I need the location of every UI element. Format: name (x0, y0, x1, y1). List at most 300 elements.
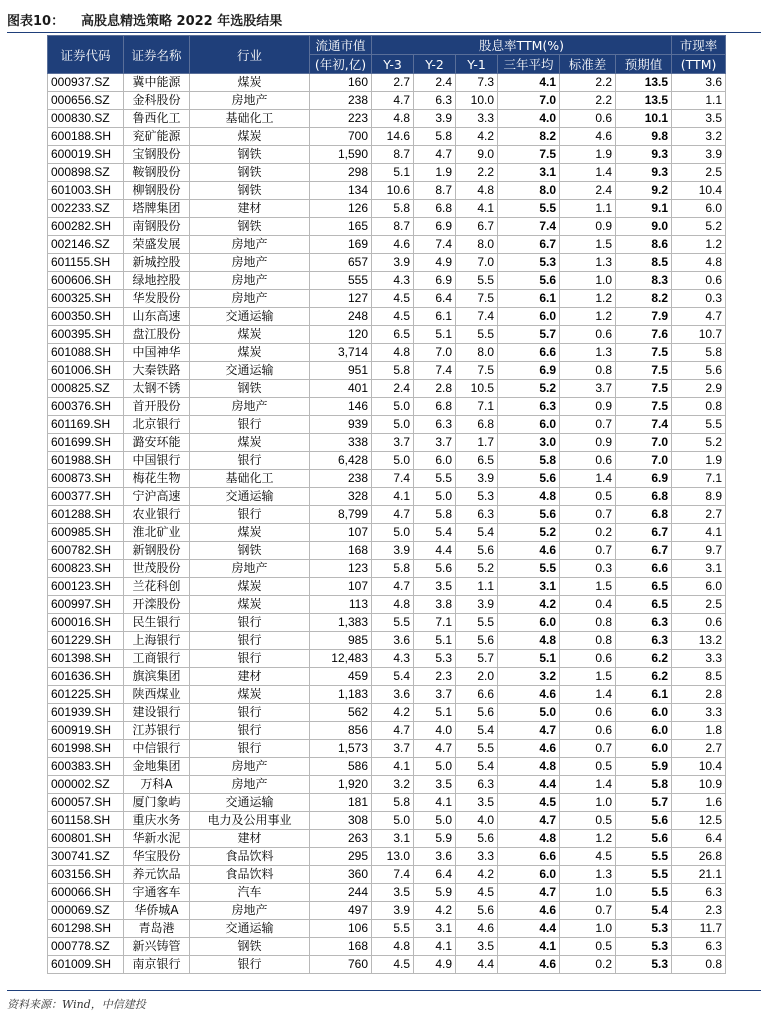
cell-y3: 4.8 (372, 344, 414, 362)
cell-code: 601699.SH (48, 434, 124, 452)
cell-std: 0.7 (560, 542, 616, 560)
cell-std: 1.5 (560, 236, 616, 254)
cell-code: 600066.SH (48, 884, 124, 902)
cell-avg3: 5.3 (498, 254, 560, 272)
cell-mktcap: 113 (310, 596, 372, 614)
cell-expected: 7.0 (616, 434, 672, 452)
cell-y1: 5.7 (456, 650, 498, 668)
cell-industry: 煤炭 (190, 434, 310, 452)
cell-name: 中信银行 (124, 740, 190, 758)
cell-mktcap: 555 (310, 272, 372, 290)
cell-pcf: 1.6 (672, 794, 726, 812)
cell-code: 601009.SH (48, 956, 124, 974)
cell-y3: 4.7 (372, 578, 414, 596)
cell-pcf: 2.5 (672, 164, 726, 182)
cell-pcf: 8.9 (672, 488, 726, 506)
cell-y1: 6.3 (456, 776, 498, 794)
cell-expected: 6.5 (616, 596, 672, 614)
cell-code: 600325.SH (48, 290, 124, 308)
cell-std: 1.5 (560, 578, 616, 596)
cell-industry: 房地产 (190, 272, 310, 290)
cell-mktcap: 360 (310, 866, 372, 884)
cell-y3: 5.8 (372, 362, 414, 380)
cell-pcf: 1.8 (672, 722, 726, 740)
cell-y3: 5.5 (372, 920, 414, 938)
cell-avg3: 5.6 (498, 506, 560, 524)
cell-y1: 5.4 (456, 722, 498, 740)
cell-expected: 8.2 (616, 290, 672, 308)
cell-pcf: 0.3 (672, 290, 726, 308)
cell-y2: 7.0 (414, 344, 456, 362)
cell-industry: 房地产 (190, 560, 310, 578)
cell-y3: 4.5 (372, 290, 414, 308)
cell-industry: 煤炭 (190, 578, 310, 596)
cell-mktcap: 160 (310, 74, 372, 92)
cell-y2: 4.7 (414, 146, 456, 164)
cell-mktcap: 238 (310, 470, 372, 488)
cell-pcf: 13.2 (672, 632, 726, 650)
cell-name: 冀中能源 (124, 74, 190, 92)
cell-expected: 7.6 (616, 326, 672, 344)
table-row (48, 668, 726, 686)
header-name: 证券名称 (124, 36, 190, 74)
table-row (48, 416, 726, 434)
table-row (48, 92, 726, 110)
cell-y3: 4.7 (372, 92, 414, 110)
cell-std: 1.4 (560, 164, 616, 182)
cell-mktcap: 295 (310, 848, 372, 866)
cell-pcf: 4.8 (672, 254, 726, 272)
cell-y1: 2.0 (456, 668, 498, 686)
cell-y3: 4.1 (372, 758, 414, 776)
table-row (48, 488, 726, 506)
cell-name: 新钢股份 (124, 542, 190, 560)
cell-code: 600985.SH (48, 524, 124, 542)
cell-code: 300741.SZ (48, 848, 124, 866)
cell-pcf: 2.8 (672, 686, 726, 704)
cell-pcf: 4.7 (672, 308, 726, 326)
cell-name: 兖矿能源 (124, 128, 190, 146)
cell-y2: 3.9 (414, 110, 456, 128)
cell-std: 0.6 (560, 722, 616, 740)
cell-mktcap: 106 (310, 920, 372, 938)
cell-pcf: 6.0 (672, 200, 726, 218)
cell-avg3: 3.2 (498, 668, 560, 686)
cell-code: 600801.SH (48, 830, 124, 848)
cell-name: 陕西煤业 (124, 686, 190, 704)
cell-avg3: 4.2 (498, 596, 560, 614)
cell-y3: 14.6 (372, 128, 414, 146)
cell-y1: 5.6 (456, 704, 498, 722)
cell-code: 601006.SH (48, 362, 124, 380)
cell-name: 中国神华 (124, 344, 190, 362)
cell-y2: 8.7 (414, 182, 456, 200)
cell-y3: 3.9 (372, 254, 414, 272)
cell-y2: 6.8 (414, 200, 456, 218)
header-y3: Y-3 (372, 55, 414, 74)
cell-pcf: 1.9 (672, 452, 726, 470)
cell-pcf: 0.6 (672, 614, 726, 632)
cell-expected: 7.5 (616, 398, 672, 416)
cell-pcf: 2.7 (672, 740, 726, 758)
cell-y1: 5.5 (456, 614, 498, 632)
cell-industry: 银行 (190, 506, 310, 524)
table-row (48, 938, 726, 956)
cell-y3: 4.7 (372, 506, 414, 524)
cell-y1: 7.3 (456, 74, 498, 92)
cell-industry: 交通运输 (190, 794, 310, 812)
cell-name: 梅花生物 (124, 470, 190, 488)
cell-expected: 6.0 (616, 740, 672, 758)
cell-y1: 7.0 (456, 254, 498, 272)
cell-std: 0.6 (560, 704, 616, 722)
cell-std: 0.7 (560, 740, 616, 758)
table-row (48, 866, 726, 884)
cell-avg3: 4.7 (498, 722, 560, 740)
cell-pcf: 9.7 (672, 542, 726, 560)
table-row (48, 776, 726, 794)
table-row (48, 254, 726, 272)
cell-mktcap: 107 (310, 578, 372, 596)
cell-y1: 4.6 (456, 920, 498, 938)
cell-pcf: 5.6 (672, 362, 726, 380)
cell-y2: 4.0 (414, 722, 456, 740)
cell-code: 600282.SH (48, 218, 124, 236)
cell-y2: 7.1 (414, 614, 456, 632)
cell-avg3: 6.0 (498, 614, 560, 632)
cell-name: 山东高速 (124, 308, 190, 326)
cell-name: 民生银行 (124, 614, 190, 632)
cell-name: 青岛港 (124, 920, 190, 938)
cell-pcf: 8.5 (672, 668, 726, 686)
cell-expected: 13.5 (616, 74, 672, 92)
cell-y1: 4.0 (456, 812, 498, 830)
cell-name: 上海银行 (124, 632, 190, 650)
cell-y3: 3.7 (372, 740, 414, 758)
cell-code: 601229.SH (48, 632, 124, 650)
cell-mktcap: 107 (310, 524, 372, 542)
cell-code: 600919.SH (48, 722, 124, 740)
cell-y1: 5.6 (456, 902, 498, 920)
cell-y2: 6.1 (414, 308, 456, 326)
cell-industry: 煤炭 (190, 596, 310, 614)
cell-industry: 房地产 (190, 254, 310, 272)
cell-avg3: 6.0 (498, 416, 560, 434)
cell-name: 金科股份 (124, 92, 190, 110)
cell-mktcap: 146 (310, 398, 372, 416)
cell-mktcap: 1,590 (310, 146, 372, 164)
cell-avg3: 7.5 (498, 146, 560, 164)
cell-avg3: 4.5 (498, 794, 560, 812)
cell-std: 3.7 (560, 380, 616, 398)
cell-y3: 5.5 (372, 614, 414, 632)
table-row (48, 830, 726, 848)
cell-y2: 5.8 (414, 506, 456, 524)
cell-expected: 9.0 (616, 218, 672, 236)
cell-std: 1.4 (560, 776, 616, 794)
cell-industry: 银行 (190, 740, 310, 758)
cell-name: 大秦铁路 (124, 362, 190, 380)
cell-avg3: 5.5 (498, 560, 560, 578)
cell-name: 厦门象屿 (124, 794, 190, 812)
cell-code: 603156.SH (48, 866, 124, 884)
cell-std: 1.0 (560, 920, 616, 938)
cell-name: 淮北矿业 (124, 524, 190, 542)
cell-avg3: 7.4 (498, 218, 560, 236)
cell-std: 0.9 (560, 218, 616, 236)
cell-mktcap: 308 (310, 812, 372, 830)
cell-avg3: 3.0 (498, 434, 560, 452)
cell-y1: 5.3 (456, 488, 498, 506)
cell-expected: 13.5 (616, 92, 672, 110)
header-mktcap-bottom: (年初,亿) (310, 55, 372, 74)
cell-expected: 9.2 (616, 182, 672, 200)
cell-expected: 6.7 (616, 542, 672, 560)
cell-y2: 3.7 (414, 686, 456, 704)
cell-expected: 7.4 (616, 416, 672, 434)
cell-pcf: 0.8 (672, 956, 726, 974)
cell-name: 太钢不锈 (124, 380, 190, 398)
cell-avg3: 8.0 (498, 182, 560, 200)
cell-mktcap: 248 (310, 308, 372, 326)
cell-name: 兰花科创 (124, 578, 190, 596)
cell-y2: 2.4 (414, 74, 456, 92)
cell-y3: 5.0 (372, 452, 414, 470)
cell-code: 601398.SH (48, 650, 124, 668)
cell-expected: 6.3 (616, 632, 672, 650)
cell-pcf: 3.9 (672, 146, 726, 164)
cell-y2: 1.9 (414, 164, 456, 182)
cell-y2: 2.8 (414, 380, 456, 398)
cell-std: 0.8 (560, 362, 616, 380)
cell-industry: 银行 (190, 416, 310, 434)
table-row (48, 758, 726, 776)
cell-code: 002233.SZ (48, 200, 124, 218)
cell-avg3: 4.6 (498, 956, 560, 974)
cell-mktcap: 586 (310, 758, 372, 776)
cell-y1: 5.6 (456, 632, 498, 650)
cell-industry: 银行 (190, 632, 310, 650)
cell-mktcap: 401 (310, 380, 372, 398)
cell-pcf: 6.4 (672, 830, 726, 848)
cell-y1: 2.2 (456, 164, 498, 182)
cell-y1: 3.5 (456, 794, 498, 812)
cell-y1: 5.5 (456, 272, 498, 290)
cell-mktcap: 562 (310, 704, 372, 722)
cell-industry: 银行 (190, 956, 310, 974)
cell-industry: 煤炭 (190, 344, 310, 362)
cell-code: 000778.SZ (48, 938, 124, 956)
cell-avg3: 4.1 (498, 74, 560, 92)
cell-expected: 5.3 (616, 938, 672, 956)
cell-y1: 4.5 (456, 884, 498, 902)
cell-pcf: 6.3 (672, 884, 726, 902)
cell-expected: 9.3 (616, 164, 672, 182)
cell-std: 0.9 (560, 398, 616, 416)
cell-mktcap: 181 (310, 794, 372, 812)
cell-expected: 5.5 (616, 848, 672, 866)
cell-y3: 13.0 (372, 848, 414, 866)
cell-avg3: 4.8 (498, 758, 560, 776)
cell-name: 宁沪高速 (124, 488, 190, 506)
cell-mktcap: 6,428 (310, 452, 372, 470)
cell-name: 宝钢股份 (124, 146, 190, 164)
cell-expected: 6.6 (616, 560, 672, 578)
cell-name: 金地集团 (124, 758, 190, 776)
cell-y1: 4.2 (456, 866, 498, 884)
cell-name: 工商银行 (124, 650, 190, 668)
table-row (48, 272, 726, 290)
cell-code: 000830.SZ (48, 110, 124, 128)
cell-avg3: 5.6 (498, 272, 560, 290)
cell-avg3: 4.6 (498, 902, 560, 920)
table-row (48, 632, 726, 650)
cell-y1: 5.4 (456, 524, 498, 542)
cell-pcf: 4.1 (672, 524, 726, 542)
cell-code: 600873.SH (48, 470, 124, 488)
cell-y2: 3.8 (414, 596, 456, 614)
table-row (48, 362, 726, 380)
cell-y1: 5.4 (456, 758, 498, 776)
cell-mktcap: 120 (310, 326, 372, 344)
cell-code: 601169.SH (48, 416, 124, 434)
cell-code: 600383.SH (48, 758, 124, 776)
cell-expected: 5.7 (616, 794, 672, 812)
header-y2: Y-2 (414, 55, 456, 74)
cell-industry: 交通运输 (190, 362, 310, 380)
cell-expected: 8.3 (616, 272, 672, 290)
cell-y1: 3.3 (456, 110, 498, 128)
cell-expected: 5.8 (616, 776, 672, 794)
cell-pcf: 3.3 (672, 650, 726, 668)
cell-mktcap: 3,714 (310, 344, 372, 362)
cell-mktcap: 328 (310, 488, 372, 506)
cell-industry: 交通运输 (190, 488, 310, 506)
cell-y1: 5.2 (456, 560, 498, 578)
cell-y1: 1.1 (456, 578, 498, 596)
cell-name: 荣盛发展 (124, 236, 190, 254)
cell-expected: 6.7 (616, 524, 672, 542)
cell-code: 000002.SZ (48, 776, 124, 794)
cell-name: 养元饮品 (124, 866, 190, 884)
cell-industry: 房地产 (190, 902, 310, 920)
cell-y1: 10.5 (456, 380, 498, 398)
cell-y2: 6.8 (414, 398, 456, 416)
cell-name: 北京银行 (124, 416, 190, 434)
cell-industry: 钢铁 (190, 164, 310, 182)
table-row (48, 218, 726, 236)
cell-y2: 3.5 (414, 776, 456, 794)
cell-expected: 5.9 (616, 758, 672, 776)
cell-std: 0.6 (560, 650, 616, 668)
cell-y1: 7.5 (456, 290, 498, 308)
cell-mktcap: 1,573 (310, 740, 372, 758)
cell-industry: 食品饮料 (190, 866, 310, 884)
source-divider (7, 990, 761, 991)
cell-industry: 房地产 (190, 776, 310, 794)
cell-y2: 4.2 (414, 902, 456, 920)
cell-pcf: 6.0 (672, 578, 726, 596)
cell-y1: 7.4 (456, 308, 498, 326)
cell-code: 600377.SH (48, 488, 124, 506)
cell-name: 潞安环能 (124, 434, 190, 452)
cell-y2: 5.1 (414, 632, 456, 650)
cell-y2: 7.4 (414, 236, 456, 254)
cell-y3: 5.0 (372, 524, 414, 542)
cell-industry: 建材 (190, 830, 310, 848)
cell-pcf: 2.9 (672, 380, 726, 398)
cell-industry: 银行 (190, 704, 310, 722)
cell-code: 601939.SH (48, 704, 124, 722)
cell-mktcap: 951 (310, 362, 372, 380)
cell-std: 4.6 (560, 128, 616, 146)
cell-expected: 8.6 (616, 236, 672, 254)
table-row (48, 560, 726, 578)
cell-std: 1.0 (560, 884, 616, 902)
cell-y3: 5.1 (372, 164, 414, 182)
cell-avg3: 4.8 (498, 632, 560, 650)
table-row (48, 920, 726, 938)
header-industry: 行业 (190, 36, 310, 74)
cell-mktcap: 459 (310, 668, 372, 686)
cell-std: 1.2 (560, 290, 616, 308)
cell-mktcap: 1,183 (310, 686, 372, 704)
cell-std: 0.3 (560, 560, 616, 578)
cell-mktcap: 244 (310, 884, 372, 902)
cell-expected: 6.0 (616, 722, 672, 740)
cell-std: 0.5 (560, 488, 616, 506)
cell-mktcap: 169 (310, 236, 372, 254)
cell-name: 华侨城A (124, 902, 190, 920)
cell-y2: 6.9 (414, 218, 456, 236)
cell-expected: 5.3 (616, 920, 672, 938)
cell-std: 0.8 (560, 614, 616, 632)
cell-code: 000825.SZ (48, 380, 124, 398)
cell-y3: 2.7 (372, 74, 414, 92)
cell-expected: 5.5 (616, 884, 672, 902)
cell-mktcap: 238 (310, 92, 372, 110)
cell-pcf: 12.5 (672, 812, 726, 830)
cell-std: 1.4 (560, 686, 616, 704)
cell-avg3: 4.8 (498, 488, 560, 506)
cell-std: 0.7 (560, 506, 616, 524)
table-row (48, 542, 726, 560)
cell-mktcap: 223 (310, 110, 372, 128)
cell-y2: 5.0 (414, 812, 456, 830)
cell-mktcap: 134 (310, 182, 372, 200)
source-note: 资料来源：Wind，中信建投 (7, 998, 146, 1011)
cell-pcf: 21.1 (672, 866, 726, 884)
cell-y3: 4.8 (372, 110, 414, 128)
cell-std: 1.1 (560, 200, 616, 218)
table-row (48, 722, 726, 740)
cell-y1: 6.6 (456, 686, 498, 704)
table-row (48, 578, 726, 596)
cell-y3: 5.8 (372, 200, 414, 218)
cell-avg3: 4.6 (498, 740, 560, 758)
cell-code: 601158.SH (48, 812, 124, 830)
cell-avg3: 4.6 (498, 686, 560, 704)
cell-pcf: 2.5 (672, 596, 726, 614)
cell-std: 1.3 (560, 866, 616, 884)
cell-y3: 5.8 (372, 560, 414, 578)
cell-expected: 9.3 (616, 146, 672, 164)
cell-y2: 4.9 (414, 254, 456, 272)
cell-y1: 3.5 (456, 938, 498, 956)
cell-std: 0.5 (560, 758, 616, 776)
cell-avg3: 6.9 (498, 362, 560, 380)
cell-expected: 6.8 (616, 506, 672, 524)
